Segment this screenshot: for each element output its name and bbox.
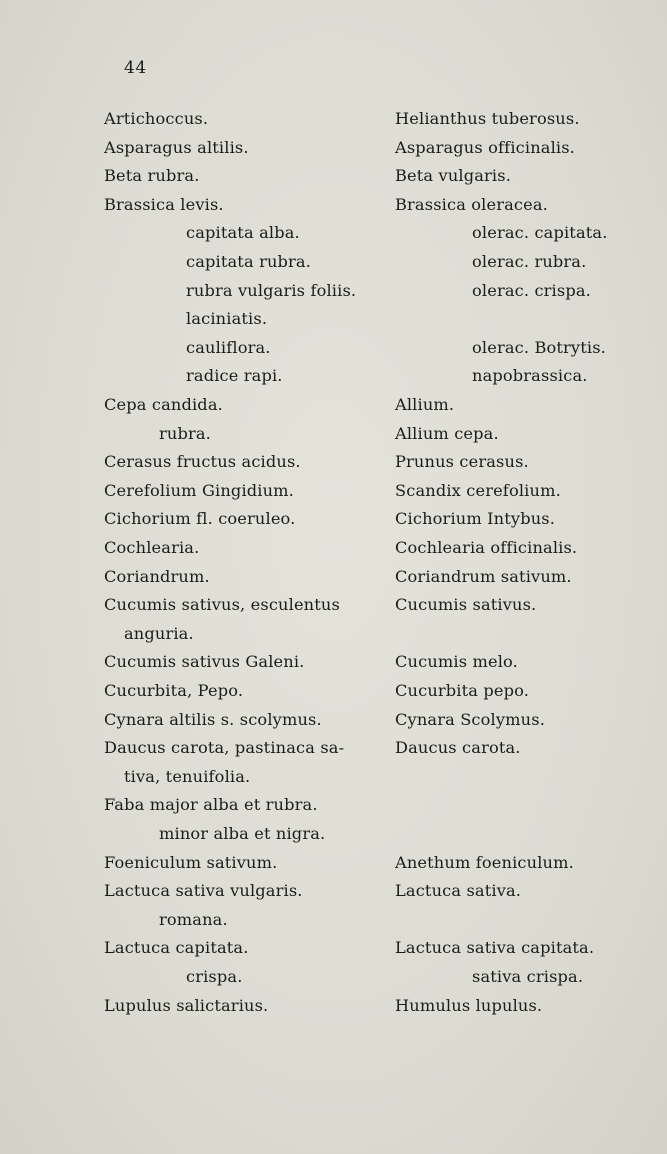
right-column-entry: Cochlearia officinalis. xyxy=(395,538,578,557)
right-column-entry: olerac. Botrytis. xyxy=(472,337,606,357)
right-column-entry: Asparagus officinalis. xyxy=(395,137,575,157)
left-column-entry: anguria. xyxy=(124,623,194,643)
right-column-entry: Scandix cerefolium. xyxy=(395,480,561,500)
right-column-entry: Cichorium Intybus. xyxy=(395,509,556,529)
left-column-entry: rubra vulgaris foliis. xyxy=(186,280,357,300)
right-column-entry: Coriandrum sativum. xyxy=(395,566,572,586)
right-column-entry: Beta vulgaris. xyxy=(395,166,512,186)
left-column-entry: Brassica levis. xyxy=(104,194,224,214)
left-column-entry: Cerasus fructus acidus. xyxy=(104,452,301,472)
left-column-entry: Lactuca capitata. xyxy=(104,938,249,958)
left-column-entry: capitata alba. xyxy=(186,223,300,243)
left-column-entry: capitata rubra. xyxy=(186,252,312,271)
left-column-entry: Coriandrum. xyxy=(104,566,210,586)
left-column-entry: laciniatis. xyxy=(186,309,268,329)
left-column-entry: Cucumis sativus, esculentus xyxy=(104,595,340,615)
left-column-entry: radice rapi. xyxy=(186,366,283,386)
left-column-entry: Daucus carota, pastinaca sa- xyxy=(104,738,345,758)
right-column-entry: Cucumis melo. xyxy=(395,652,518,672)
left-column-entry: romana. xyxy=(159,909,228,929)
left-column-entry: Cochlearia. xyxy=(104,538,200,557)
left-column-entry: tiva, tenuifolia. xyxy=(124,766,251,786)
right-column-entry: Allium cepa. xyxy=(395,423,499,443)
right-column-entry: Cucumis sativus. xyxy=(395,595,537,615)
right-column-entry: Humulus lupulus. xyxy=(395,995,543,1015)
left-column-entry: crispa. xyxy=(186,967,243,986)
right-column-entry: Prunus cerasus. xyxy=(395,452,529,472)
left-column-entry: Faba major alba et rubra. xyxy=(104,795,318,815)
right-column-entry: Cynara Scolymus. xyxy=(395,709,545,729)
left-column-entry: Cepa candida. xyxy=(104,395,223,414)
right-column-entry: olerac. crispa. xyxy=(472,280,591,300)
right-column-entry: Helianthus tuberosus. xyxy=(395,109,580,128)
left-column-entry: Lactuca sativa vulgaris. xyxy=(104,881,303,901)
left-column-entry: cauliflora. xyxy=(186,337,271,357)
right-column-entry: Daucus carota. xyxy=(395,738,521,758)
left-column-entry: Artichoccus. xyxy=(104,109,209,128)
right-column-entry: olerac. rubra. xyxy=(472,252,587,271)
right-column-entry: Lactuca sativa capitata. xyxy=(395,938,595,958)
right-column-entry: sativa crispa. xyxy=(472,967,584,986)
right-column-entry: napobrassica. xyxy=(472,366,588,386)
left-column-entry: Lupulus salictarius. xyxy=(104,995,269,1015)
left-column-entry: Asparagus altilis. xyxy=(104,137,249,157)
left-column-entry: Foeniculum sativum. xyxy=(104,852,278,872)
right-column-entry: Lactuca sativa. xyxy=(395,881,522,901)
right-column-entry: Cucurbita pepo. xyxy=(395,681,530,700)
right-column-entry: Allium. xyxy=(395,395,455,414)
right-column-entry: Anethum foeniculum. xyxy=(395,852,574,872)
left-column-entry: Cucumis sativus Galeni. xyxy=(104,652,305,672)
left-column-entry: Cynara altilis s. scolymus. xyxy=(104,709,322,729)
left-column-entry: minor alba et nigra. xyxy=(159,824,326,843)
left-column-entry: Cerefolium Gingidium. xyxy=(104,480,294,500)
page-number: 44 xyxy=(124,58,147,78)
left-column-entry: Beta rubra. xyxy=(104,166,200,186)
left-column-entry: rubra. xyxy=(159,423,211,443)
right-column-entry: Brassica oleracea. xyxy=(395,194,548,214)
right-column-entry: olerac. capitata. xyxy=(472,223,608,243)
left-column-entry: Cucurbita, Pepo. xyxy=(104,681,244,700)
left-column-entry: Cichorium fl. coeruleo. xyxy=(104,509,296,529)
